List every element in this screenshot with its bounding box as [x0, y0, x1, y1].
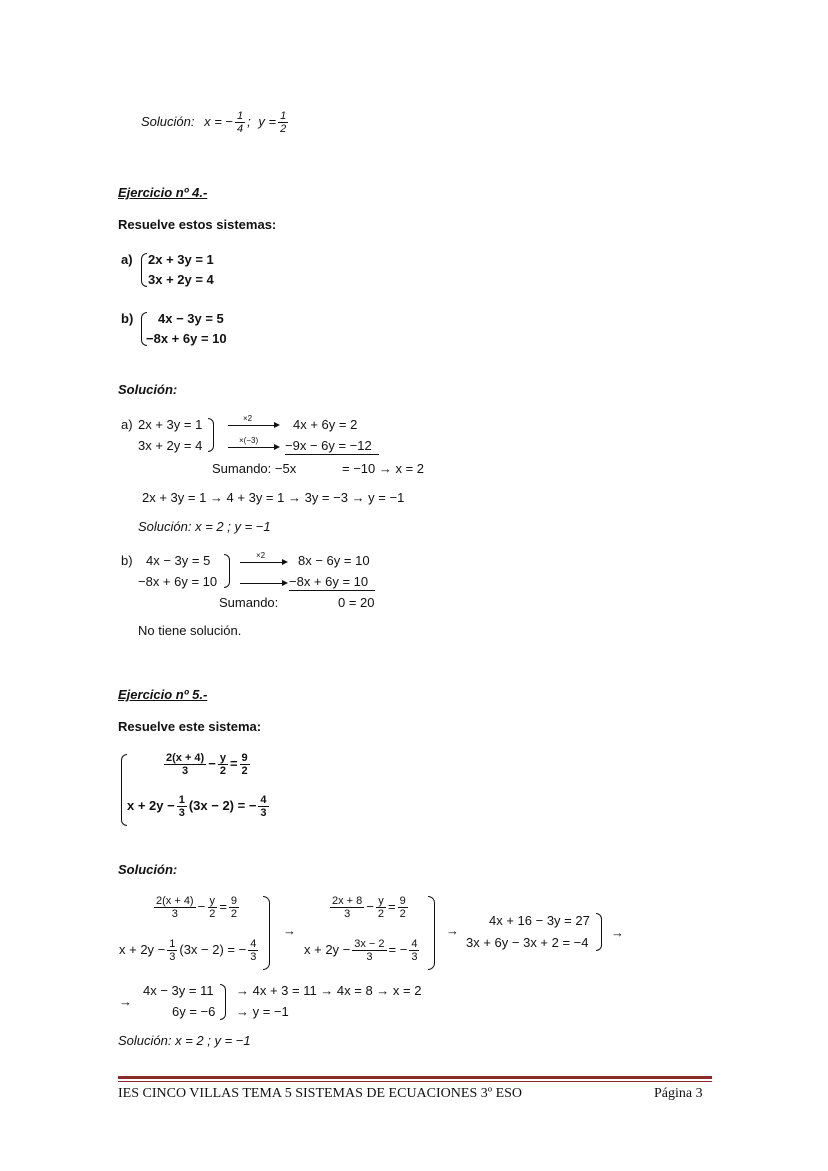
- fraction: [235, 110, 245, 135]
- arrow-icon: →: [611, 925, 624, 940]
- sol-b-label: b): [121, 553, 133, 568]
- step3-brace: [596, 913, 602, 951]
- numerator: 4: [411, 938, 418, 950]
- eq-text: x + 2y −: [304, 941, 351, 957]
- step4-eq1: 4x − 3y = 11: [143, 983, 214, 998]
- fraction: [164, 752, 206, 777]
- sol-a-res2: −9x − 6y = −12: [285, 438, 372, 453]
- numerator: 1: [237, 110, 244, 122]
- exercise-5-prompt: Resuelve este sistema:: [118, 719, 262, 734]
- denominator: 2: [230, 908, 238, 920]
- numerator: 3x − 2: [354, 938, 385, 950]
- sum-underline: [285, 454, 379, 455]
- arrow-label: ×2: [256, 551, 266, 560]
- numerator: 4: [250, 938, 257, 950]
- fraction: [248, 938, 258, 963]
- system-a-eq2: 3x + 2y = 4: [148, 272, 214, 287]
- numerator: y: [378, 895, 384, 907]
- numerator: 2x + 8: [332, 895, 363, 907]
- eq-text: x + 2y −: [119, 941, 166, 957]
- sol-b-brace: [224, 554, 230, 588]
- sol-a-sum-result: = −10 → x = 2: [342, 461, 425, 476]
- sum-underline: [289, 590, 375, 591]
- arrow-icon: [228, 425, 278, 426]
- exercise-5-eq1: [162, 752, 252, 777]
- fraction: [330, 895, 364, 920]
- exercise-5-eq2: [127, 794, 271, 819]
- fraction: [167, 938, 177, 963]
- denominator: 3: [178, 807, 185, 819]
- numerator: 9: [241, 752, 248, 764]
- numerator: 2(x + 4): [156, 895, 194, 907]
- exercise-4-title: Ejercicio nº 4.-: [118, 185, 208, 200]
- sol-b-sum-result: 0 = 20: [338, 595, 375, 610]
- numerator: y: [219, 752, 226, 764]
- arrow-icon: →: [119, 994, 132, 1009]
- step4-brace: [220, 984, 226, 1020]
- system-b-eq1: 4x − 3y = 5: [158, 311, 224, 326]
- sol-a-eq1: 2x + 3y = 1: [138, 417, 203, 432]
- fraction: [409, 938, 419, 963]
- fraction: [218, 752, 228, 777]
- step4-eq2: 6y = −6: [172, 1004, 216, 1019]
- operator: =: [229, 755, 238, 771]
- step3-eq1: 4x + 16 − 3y = 27: [489, 913, 590, 928]
- arrow-icon: [240, 562, 286, 563]
- footer-rule: [118, 1076, 712, 1079]
- sol-b-res2: −8x + 6y = 10: [289, 574, 369, 589]
- system-b-eq2: −8x + 6y = 10: [146, 331, 227, 346]
- numerator: 4: [260, 794, 267, 806]
- eq-text: x + 2y −: [127, 797, 175, 813]
- arrow-icon: [228, 447, 278, 448]
- fraction: [278, 110, 288, 135]
- numerator: y: [209, 895, 216, 907]
- exercise-5-title: Ejercicio nº 5.-: [118, 687, 208, 702]
- exercise-4-prompt: Resuelve estos sistemas:: [118, 217, 277, 232]
- fraction: [229, 895, 239, 920]
- denominator: 2: [219, 765, 226, 777]
- sol-b-eq2: −8x + 6y = 10: [138, 574, 218, 589]
- eq-text: (3x − 2) = −: [188, 797, 257, 813]
- footer-rule-thin: [118, 1081, 712, 1082]
- denominator: 3: [171, 908, 178, 920]
- fraction: [352, 938, 386, 963]
- sol-a-eq2: 3x + 2y = 4: [138, 438, 203, 453]
- fraction: [258, 794, 268, 819]
- denominator: 2: [399, 908, 406, 920]
- top-solution-y: y =: [258, 113, 277, 129]
- denominator: 4: [237, 123, 244, 135]
- fraction: [240, 752, 250, 777]
- numerator: 9: [399, 895, 406, 907]
- step2-eq2: [304, 938, 421, 963]
- denominator: 3: [169, 951, 176, 963]
- separator: ;: [247, 113, 251, 129]
- step1-eq2: [119, 938, 260, 963]
- exercise-4-solution-heading: Solución:: [118, 382, 178, 397]
- system-a-label: a): [121, 252, 133, 267]
- fraction: [177, 794, 187, 819]
- sol-b-res1: 8x − 6y = 10: [298, 553, 370, 568]
- operator: −: [208, 755, 216, 771]
- sol-b-sum-label: Sumando:: [219, 595, 279, 610]
- sol-a-sum-label: Sumando: −5x: [212, 461, 297, 476]
- arrow-icon: →: [283, 923, 296, 938]
- sol-a-brace: [208, 418, 214, 452]
- arrow-label: ×(−3): [239, 436, 259, 445]
- top-solution: [141, 110, 290, 135]
- sol-a-res1: 4x + 6y = 2: [293, 417, 358, 432]
- denominator: 2: [280, 123, 287, 135]
- step4-chain2: → y = −1: [236, 1004, 289, 1019]
- numerator: 1: [178, 794, 185, 806]
- fraction: [398, 895, 408, 920]
- sol-a-substitution: 2x + 3y = 1 → 4 + 3y = 1 → 3y = −3 → y = −1: [142, 490, 405, 505]
- fraction: [376, 895, 386, 920]
- step2-eq1: [328, 895, 410, 920]
- step1-eq1: [152, 895, 241, 920]
- arrow-label: ×2: [243, 414, 253, 423]
- operator: =: [219, 898, 227, 914]
- footer-title: IES CINCO VILLAS TEMA 5 SISTEMAS DE ECUACIONES 3º ESO: [118, 1086, 523, 1101]
- operator: =: [388, 898, 396, 914]
- operator: −: [366, 898, 374, 914]
- system-a-eq1: 2x + 3y = 1: [148, 252, 214, 267]
- denominator: 2: [377, 908, 384, 920]
- numerator: 9: [230, 895, 238, 907]
- system-b-label: b): [121, 311, 134, 326]
- sol-b-eq1: 4x − 3y = 5: [146, 553, 211, 568]
- denominator: 3: [411, 951, 418, 963]
- page-number: Página 3: [654, 1086, 703, 1101]
- denominator: 3: [366, 951, 373, 963]
- numerator: 2(x + 4): [166, 752, 205, 764]
- step4-chain1: → 4x + 3 = 11 → 4x = 8 → x = 2: [236, 983, 422, 998]
- step3-eq2: 3x + 6y − 3x + 2 = −4: [466, 935, 589, 950]
- step2-brace: [428, 896, 435, 970]
- denominator: 3: [260, 807, 267, 819]
- fraction: [207, 895, 217, 920]
- numerator: 1: [169, 938, 176, 950]
- system-a-brace: [141, 253, 147, 287]
- arrow-icon: [240, 583, 286, 584]
- denominator: 3: [182, 765, 189, 777]
- fraction: [154, 895, 196, 920]
- arrow-icon: →: [446, 923, 459, 938]
- denominator: 3: [344, 908, 351, 920]
- step1-brace: [263, 896, 270, 970]
- denominator: 2: [209, 908, 216, 920]
- denominator: 3: [250, 951, 257, 963]
- sol-b-final: No tiene solución.: [138, 623, 242, 638]
- operator: −: [197, 898, 206, 914]
- top-solution-x: x = −: [204, 113, 234, 129]
- denominator: 2: [241, 765, 248, 777]
- top-solution-label: Solución:: [141, 113, 195, 129]
- exercise-5-solution-heading: Solución:: [118, 862, 178, 877]
- numerator: 1: [280, 110, 287, 122]
- sol-a-label: a): [121, 417, 133, 432]
- eq-text: = −: [388, 941, 408, 957]
- eq-text: (3x − 2) = −: [179, 941, 247, 957]
- sol-a-final: Solución: x = 2 ; y = −1: [138, 519, 271, 534]
- exercise-5-final: Solución: x = 2 ; y = −1: [118, 1033, 251, 1048]
